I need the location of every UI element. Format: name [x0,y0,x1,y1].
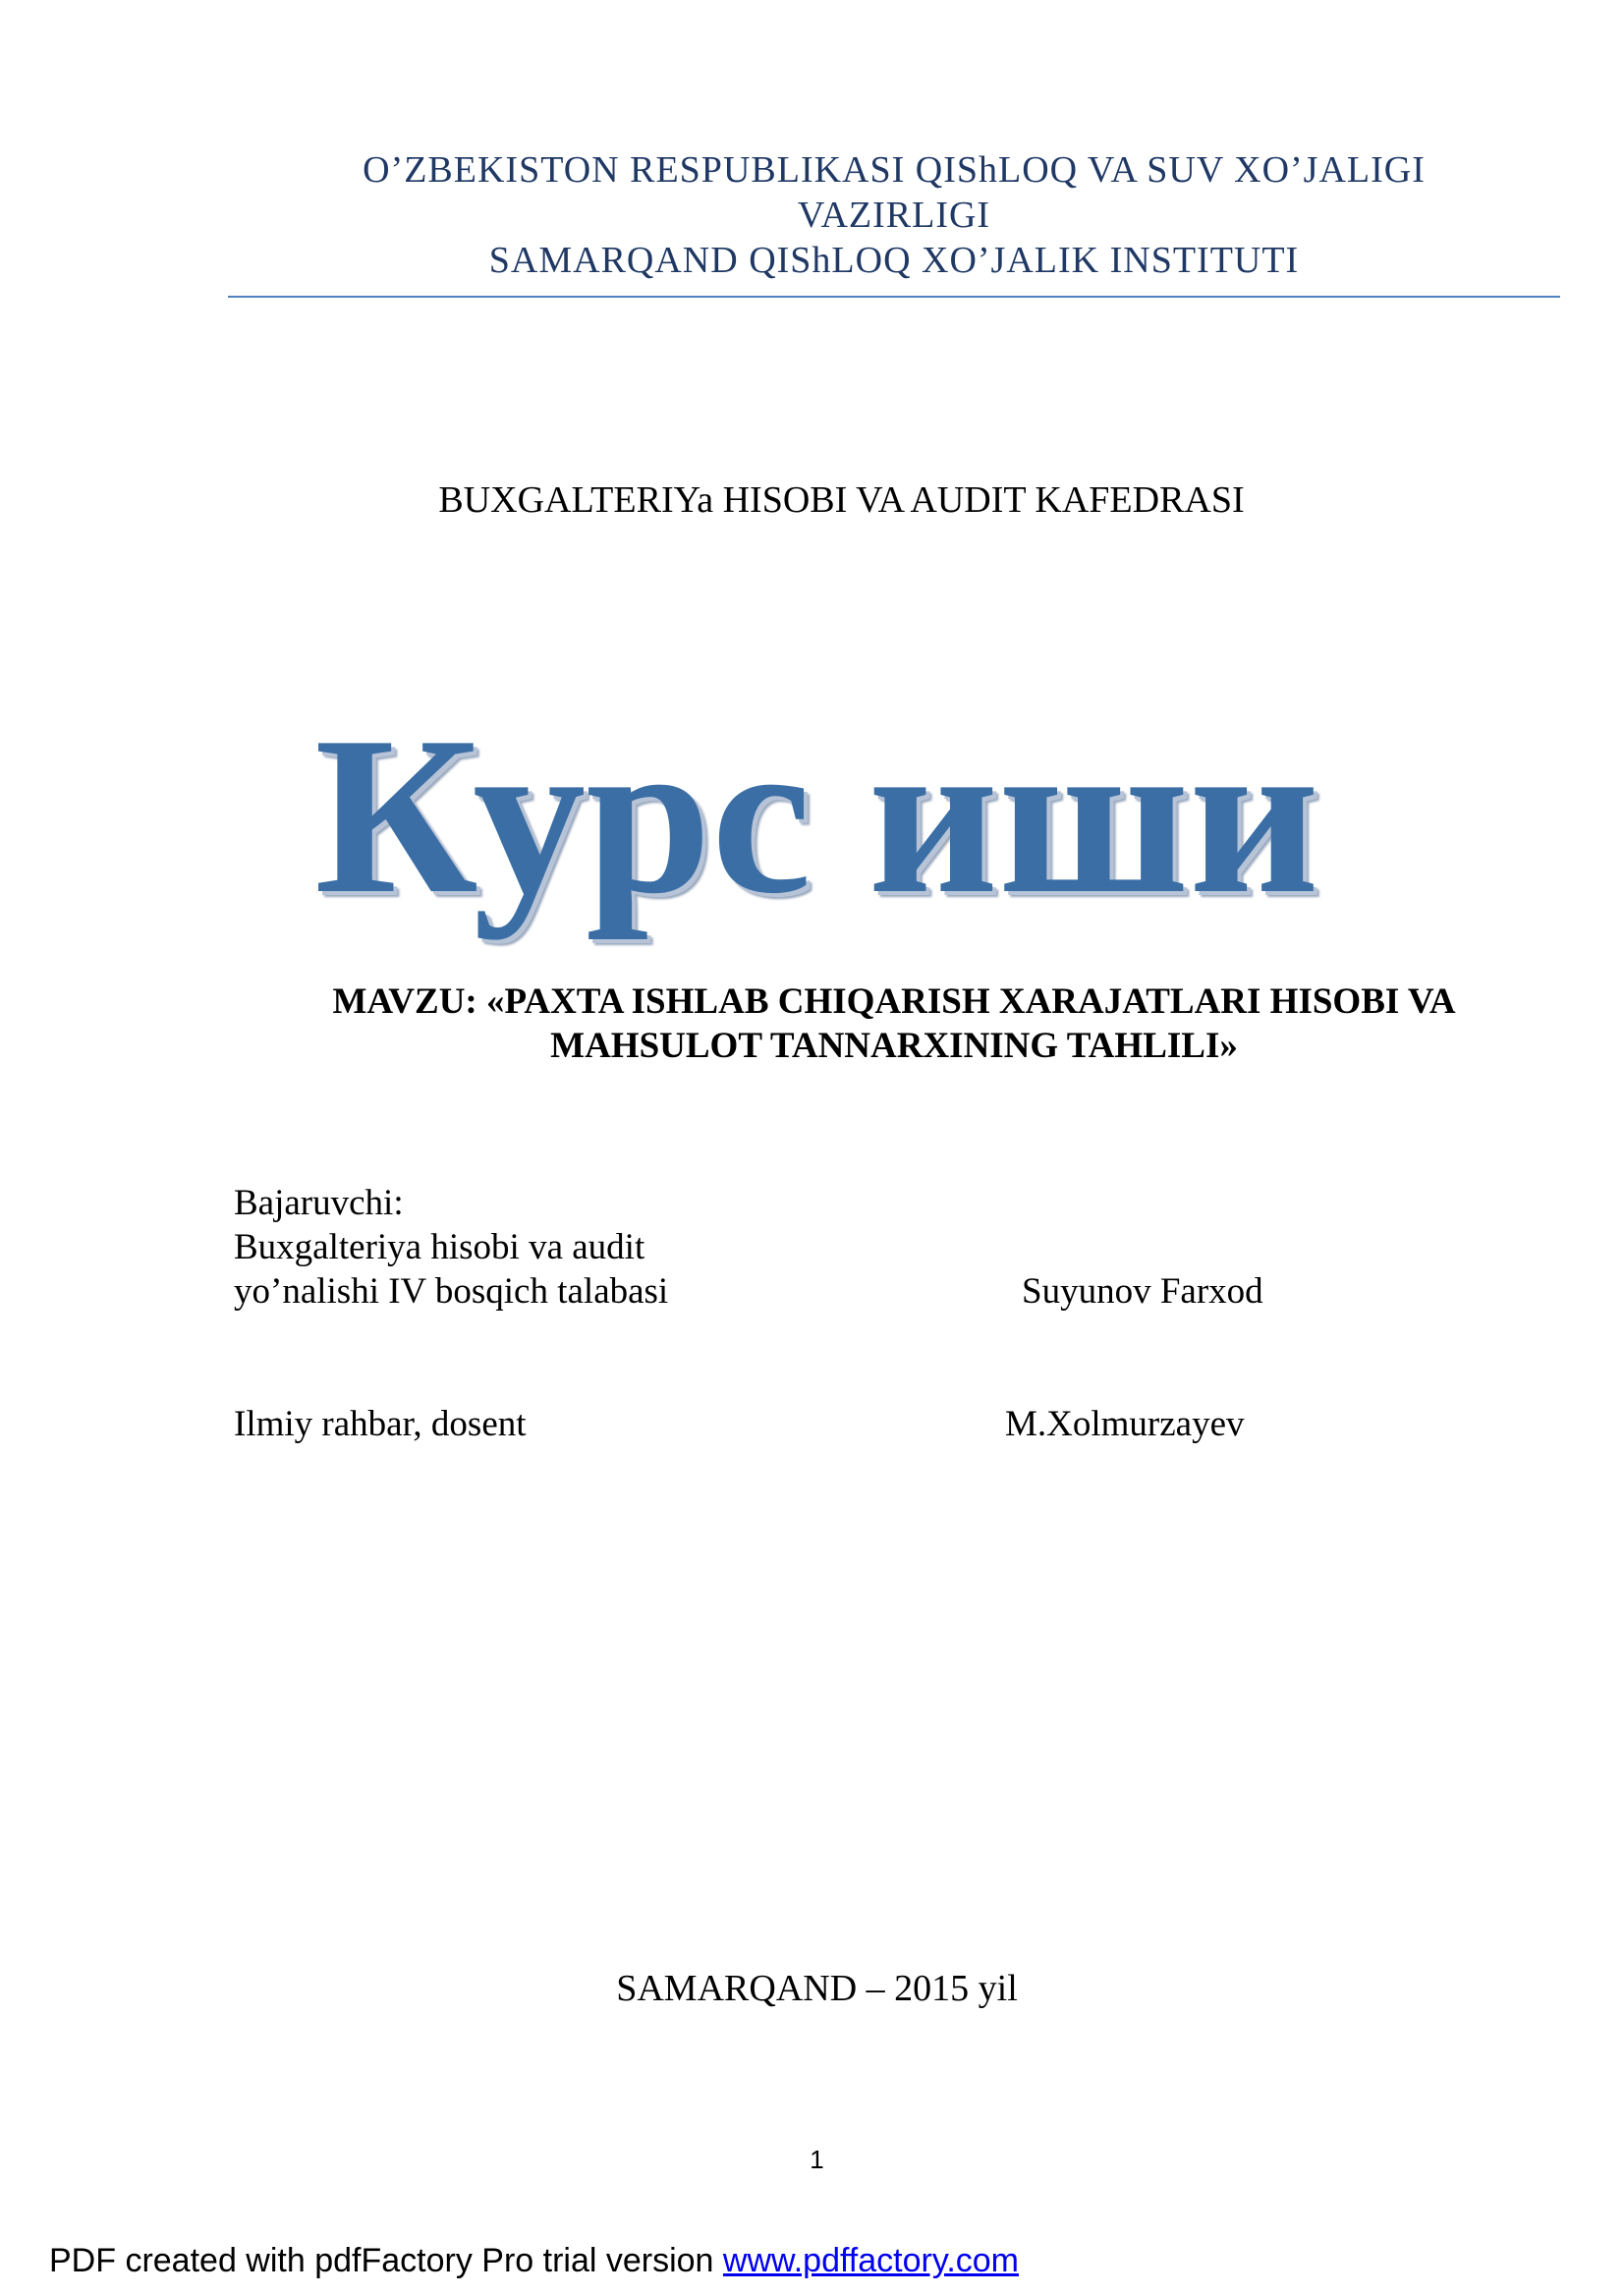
supervisor-label: Ilmiy rahbar, dosent [234,1404,527,1444]
topic-heading [228,980,1560,1068]
ministry-line-1: O’ZBEKISTON RESPUBLIKASI QIShLOQ VA SUV XO’JALIGI [363,149,1426,191]
place-and-year: SAMARQAND – 2015 yil [616,1968,1018,2009]
footer-text: PDF created with pdfFactory Pro trial version [49,2242,723,2279]
institute-name: SAMARQAND QIShLOQ XO’JALIK INSTITUTI [488,240,1300,281]
topic-line-1: MAVZU: «PAXTA ISHLAB CHIQARISH XARAJATLARI HISOBI VA [332,981,1456,1022]
page-number: 1 [810,2145,824,2174]
pdf-footer [49,2240,1019,2281]
supervisor-name: M.Xolmurzayev [1005,1404,1245,1444]
pdffactory-link[interactable]: www.pdffactory.com [722,2242,1019,2279]
performer-block [234,1181,668,1314]
ministry-line-2: VAZIRLIGI [797,195,991,236]
performer-course: yo’nalishi IV bosqich talabasi [234,1271,669,1312]
document-title: Курс иши [314,690,1319,940]
header-divider [228,296,1560,298]
department-name: BUXGALTERIYa HISOBI VA AUDIT KAFEDRASI [438,479,1245,521]
ministry-header [228,147,1560,283]
topic-line-2: MAHSULOT TANNARXINING TAHLILI» [550,1026,1238,1066]
performer-label: Bajaruvchi: [234,1183,404,1223]
student-name: Suyunov Farxod [1022,1271,1263,1312]
performer-specialty: Buxgalteriya hisobi va audit [234,1227,645,1267]
